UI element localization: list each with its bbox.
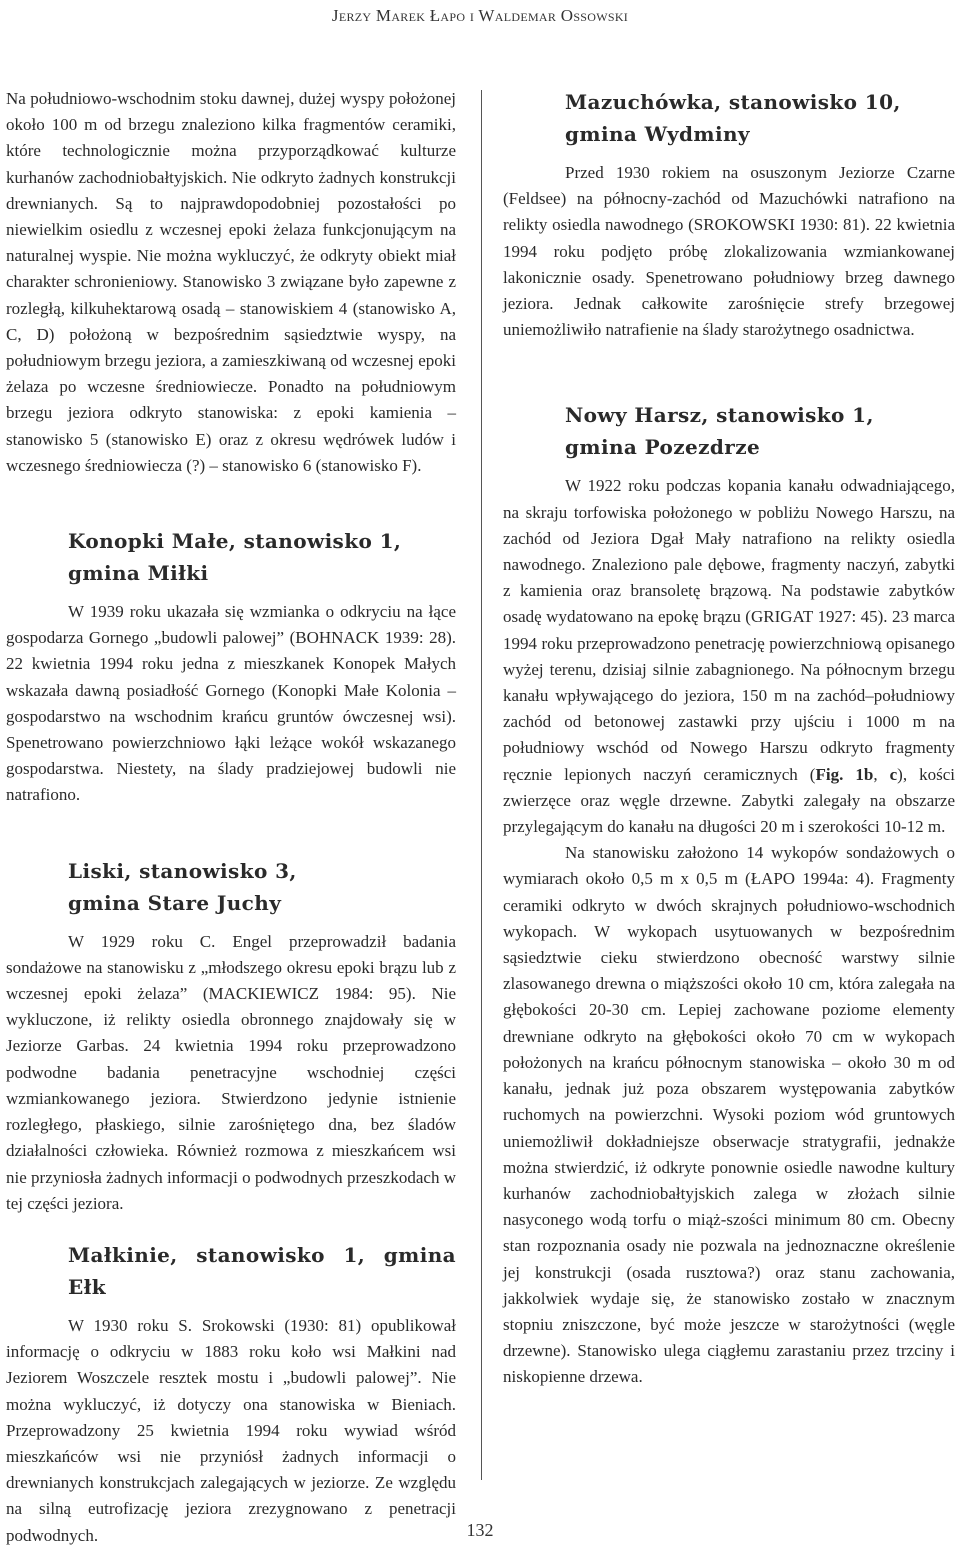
liski-paragraph: W 1929 roku C. Engel przeprowadził badania sondażowe na stanowisku z „młodszego okresu epoki brązu lub z wczesnej epoki żelaza” (MACKIEWICZ 1984: 95). Nie wykluczone, iż relikty osiedla obronnego znajdowały się w Jeziorze Garbas. 24 kwietnia 1994 roku przeprowadzono podwodne badania penetracyjne wschodniej części wzmiankowanego jeziora. Stwierdzono jedynie istnienie rozległego, płaskiego, silnie zarośniętego dna, bez śladów działalności człowieka. Również rozmowa z mieszkańcem wsi nie przyniosła żadnych informacji o podwodnych przeszkodach w tej części jeziora. (6, 931, 456, 1213)
malkinie-heading: Małkinie, stanowisko 1, gmina Ełk (68, 1242, 456, 1299)
mazuchowka-paragraph: Przed 1930 rokiem na osuszonym Jeziorze Czarne (Feldsee) na północny-zachód od Mazuchówki natrafiono na relikty osiedla nawodnego (SROKOWSKI 1930: 81). 22 kwietnia 1994 roku podjęto próbę zlokalizowania wzmiankowanej lakonicznie osady. Spenetrowano południowy brzeg dawnego jeziora. Jednak całkowite zarośnięcie strefy brzegowej uniemożliwiło natrafienie na ślady starożytnego osadnictwa. (503, 163, 955, 340)
nowy-harsz-paragraph-2: Na stanowisku założono 14 wykopów sondażowych o wymiarach około 0,5 m x 0,5 m (ŁAPO 1994a: 4). Fragmenty ceramiki odkryto w dwóch skrajnych południowo-wschodnich wykopach. W wykopach usytuowanych w bezpośrednim sąsiedztwie cieku stwierdzono obecność warstwy silnie zlasowanego drewna o miąższości około 10 cm, która zalegała na głębokości 20-30 cm. Lepiej zachowane poziome elementy drewniane odkryto na głębokości około 70 cm w wykopach położonych na krańcu północnym stanowiska – około 30 m od kanału, jednak już poza obszarem występowania zabytków ruchomych na powierzchni. Wysoki poziom wód gruntowych uniemożliwił dokładniejsze obserwacje stratygrafii, jednakże można stwierdzić, iż odkryte ponownie osiedle nawodne kultury kurhanów zachodniobałtyjskich zalega w złożach silnie nasyconego wodą torfu o miąż-szości minimum 80 cm. Obecny stan rozpoznania osady nie pozwala na jednoznaczne określenie jej konstrukcji (osada rusztowa?) oraz stanu zachowania, jakkolwiek wydaje się, że stanowisko zostało w znacznym stopniu zniszczone, być może jeszcze w starożytności (węgle drzewne). Stanowisko ulega ciągłemu zarastaniu przez trzciny i niskopienne drzewa. (503, 843, 955, 1387)
left-column (6, 86, 456, 1549)
mazuchowka-heading (503, 86, 955, 150)
running-head: Jerzy Marek Łapo i Waldemar Ossowski (331, 6, 629, 25)
right-column (503, 86, 955, 1391)
mazuchowka-heading-line1: Mazuchówka, stanowisko 10, (565, 90, 901, 114)
nowy-harsz-heading (503, 399, 955, 463)
malkinie-paragraph: W 1930 roku S. Srokowski (1930: 81) opublikował informację o odkryciu w 1883 roku koło wsi Małkini nad Jeziorem Woszczele resztek mostu i „budowli palowej”. Nie można wykluczyć, iż dotyczy ona stanowiska w Bieniach. Przeprowadzony 25 kwietnia 1994 roku wywiad wśród mieszkańców wsi nie przyniósł żadnych informacji o drewnianych konstrukcjach zalegających w jeziorze. Ze względu na silną eutrofizację jeziora zrezygnowano z penetracji podwodnych. (6, 1315, 456, 1545)
liski-heading-line2: gmina Stare Juchy (68, 890, 282, 915)
column-divider (481, 90, 482, 1480)
figure-reference-separator: , (873, 764, 890, 784)
mazuchowka-heading-line2: gmina Wydminy (565, 122, 750, 146)
nowy-harsz-paragraph-1 (503, 473, 955, 840)
nowy-harsz-heading-line2: gmina Pozezdrze (565, 435, 761, 460)
konopki-heading-line2: gmina Miłki (68, 561, 209, 586)
figure-reference: Fig. 1b (815, 764, 874, 784)
liski-heading (6, 855, 456, 919)
figure-reference-c: c (889, 764, 898, 784)
konopki-paragraph: W 1939 roku ukazała się wzmianka o odkryciu na łące gospodarza Gornego „budowli palowej” (BOHNACK 1939: 28). 22 kwietnia 1994 roku jedna z mieszkanek Konopek Małych wskazała dawną posiadłość Gornego (Konopki Małe Kolonia – gospodarstwo na wschodnim krańcu gruntów ówczesnej wsi). Spenetrowano powierzchniowo łąki leżące wokół wskazanego gospodarstwa. Niestety, na ślady pradziejowej budowli nie natrafiono. (6, 602, 456, 805)
intro-paragraph: Na południowo-wschodnim stoku dawnej, dużej wyspy położonej około 100 m od brzegu znaleziono kilka fragmentów ceramiki, które technologicznie można przyporządkować kulturze kurhanów zachodniobałtyjskich. Nie odkryto żadnych konstrukcji drewnianych. Są to najprawdopodobniej pozostałości po niewielkim osiedlu z wczesnej epoki żelaza funkcjonującym na naturalnej wyspie. Nie można wykluczyć, że odkryty obiekt miał charakter schronieniowy. Stanowisko 3 związane było zapewne z rozległą, kilkuhektarową osadą – stanowiskiem 4 (stanowisko A, C, D) położoną w bezpośrednim sąsiedztwie wyspy, na południowym brzegu jeziora, a zamieszkiwaną od wczesnej epoki żelaza po wczesne średniowiecze. Ponadto na południowym brzegu jeziora odkryto stanowiska: z epoki kamienia – stanowisko 5 (stanowisko E) oraz z okresu wędrówek ludów i wczesnego średniowiecza (?) – stanowisko 6 (stanowisko F). (6, 89, 456, 475)
nowy-harsz-text-after: ), kości zwierzęce oraz węgle drzewne. Zabytki zalegały na obszarze przylegającym do kanału na długości 20 m i szerokości 10-12 m. (503, 764, 956, 837)
liski-heading-line1: Liski, stanowisko 3, (68, 858, 297, 883)
konopki-heading (6, 525, 456, 589)
konopki-heading-line1: Konopki Małe, stanowisko 1, (68, 529, 402, 554)
nowy-harsz-text-before: W 1922 roku podczas kopania kanału odwadniającego, na skraju torfowiska położonego w pobliżu Nowego Harszu, na zachód od Jeziora Dgał Mały natrafiono na relikty osiedla nawodnego. Znaleziono pale dębowe, fragmenty naczyń, zabytki z kamienia oraz bransoletę brązową. Na podstawie zabytków osadę wydatowano na epokę brązu (GRIGAT 1927: 45). 23 marca 1994 roku przeprowadzono penetrację powierzchniową opisanego wyżej terenu, dzisiaj silnie zabagnionego. Na północnym brzegu kanału wpływającego do jeziora, 150 m na zachód–południowy zachód od betonowej zastawki przy ujściu i 1000 m na południowy wschód od Nowego Harszu odkryto fragmenty ręcznie lepionych naczyń ceramicznych ( (503, 476, 955, 784)
page-number: 132 (466, 1520, 494, 1540)
nowy-harsz-heading-line1: Nowy Harsz, stanowisko 1, (565, 403, 874, 428)
